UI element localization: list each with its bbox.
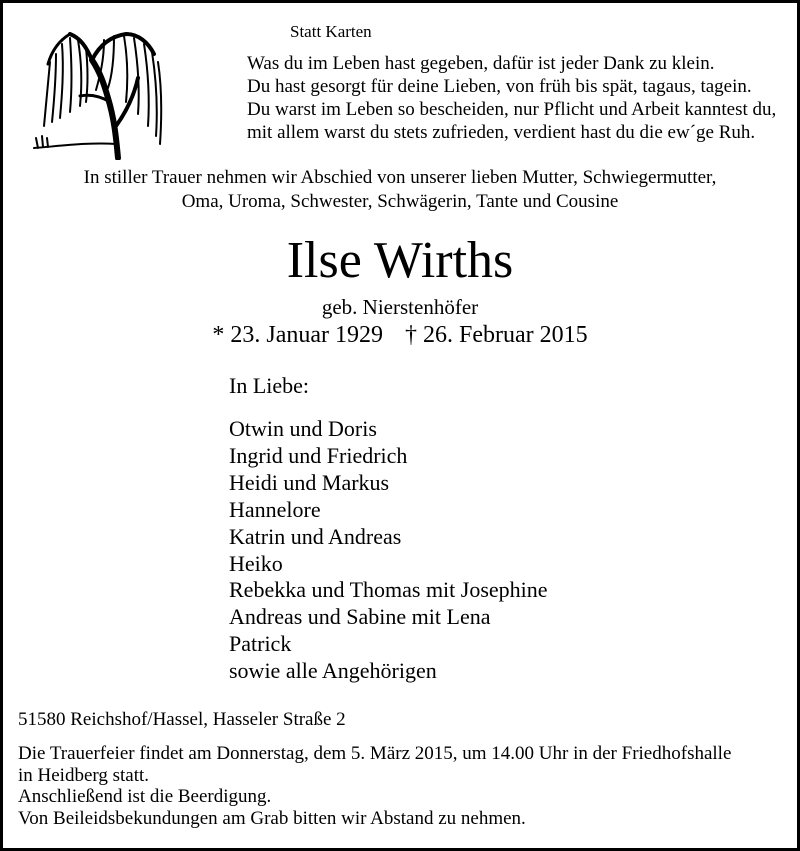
funeral-line: Die Trauerfeier findet am Donnerstag, dem 5. März 2015, um 14.00 Uhr in der Friedhofshalle (18, 743, 732, 764)
mourner-name: Heiko (229, 550, 283, 576)
mourner-name: Ingrid und Friedrich (229, 442, 408, 468)
funeral-notice (18, 743, 731, 830)
intro-text (0, 166, 800, 214)
mourner-name: Katrin und Andreas (229, 523, 402, 549)
mourner-name: Otwin und Doris (229, 416, 377, 441)
poem-line: mit allem warst du stets zufrieden, verdient hast du die ew´ge Ruh. (247, 122, 756, 143)
mourners-list (229, 416, 548, 685)
funeral-line: in Heidberg statt. (18, 764, 150, 786)
address: 51580 Reichshof/Hassel, Hasseler Straße 2 (18, 709, 346, 730)
poem (247, 52, 776, 144)
poem-line: Du hast gesorgt für deine Lieben, von früh bis spät, tagaus, tagein. (247, 76, 752, 97)
funeral-line: Anschließend ist die Beerdigung. (18, 786, 272, 808)
mourners-heading: In Liebe: (229, 373, 310, 398)
mourner-name: Andreas und Sabine mit Lena (229, 604, 491, 630)
birth-date: * 23. Januar 1929 (212, 322, 383, 348)
intro-line: In stiller Trauer nehmen wir Abschied von unserer lieben Mutter, Schwiegermutter, (83, 167, 717, 188)
intro-line: Oma, Uroma, Schwester, Schwägerin, Tante und Cousine (181, 191, 619, 212)
poem-line: Was du im Leben hast gegeben, dafür ist jeder Dank zu klein. (247, 53, 715, 74)
poem-line: Du warst im Leben so bescheiden, nur Pflicht und Arbeit kanntest du, (247, 99, 777, 120)
mourner-name: Heidi und Markus (229, 469, 390, 495)
funeral-line: Von Beileidsbekundungen am Grab bitten wir Abstand zu nehmen. (18, 808, 526, 830)
mourner-name: sowie alle Angehörigen (229, 658, 437, 684)
death-date: † 26. Februar 2015 (405, 322, 588, 348)
life-dates (0, 322, 800, 349)
maiden-name: geb. Nierstenhöfer (321, 295, 479, 319)
deceased-name: Ilse Wirths (286, 232, 514, 289)
weeping-willow-icon (30, 26, 170, 160)
mourner-name: Patrick (229, 631, 292, 657)
mourner-name: Hannelore (229, 496, 321, 522)
statt-karten-label: Statt Karten (290, 22, 372, 41)
mourner-name: Rebekka und Thomas mit Josephine (229, 577, 548, 603)
